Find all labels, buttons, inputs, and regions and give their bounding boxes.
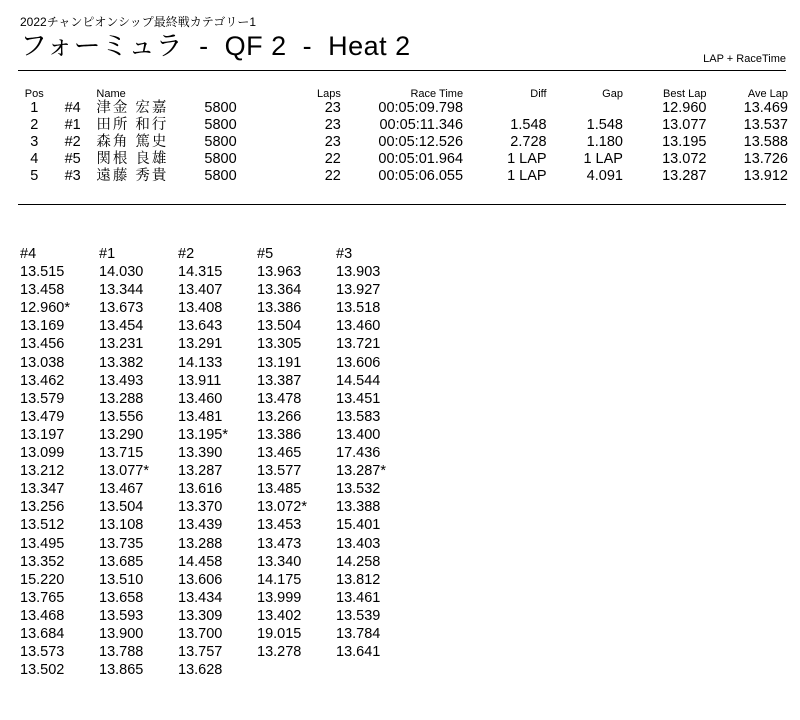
cell-laps: 23 <box>324 117 341 133</box>
lap-time: 13.352 <box>20 553 65 570</box>
lap-column <box>257 245 336 679</box>
lap-time: 13.643 <box>178 318 223 335</box>
cell-ave-lap: 13.588 <box>743 134 788 150</box>
lap-column-car-number: #2 <box>178 246 195 262</box>
cell-name <box>96 151 279 168</box>
lap-time: 13.364 <box>257 282 302 299</box>
lap-time: 13.340 <box>257 553 302 570</box>
lap-time: 13.757 <box>178 644 223 661</box>
lap-time: 13.347 <box>20 481 65 498</box>
lap-time: 13.453 <box>257 517 302 534</box>
lap-time: 13.462 <box>20 372 65 389</box>
lap-time: 13.231 <box>99 336 144 353</box>
lap-time: 14.315 <box>178 264 223 281</box>
lap-time: 13.628 <box>178 662 223 679</box>
lap-time: 13.900 <box>99 625 144 642</box>
lap-column-car-number: #5 <box>257 246 274 262</box>
lap-time: 13.673 <box>99 300 144 317</box>
lap-time: 13.556 <box>99 408 144 425</box>
lap-time: 13.461 <box>336 589 381 606</box>
lap-time: 19.015 <box>257 625 302 642</box>
lap-time: 13.387 <box>257 372 302 389</box>
lap-time: 13.191 <box>257 354 302 371</box>
lap-time: 13.400 <box>336 426 381 443</box>
lap-time: 13.721 <box>336 336 381 353</box>
lap-time: 13.467 <box>99 481 144 498</box>
results-header-row <box>18 86 788 100</box>
lap-time: 13.658 <box>99 589 144 606</box>
cell-gap: 1 LAP <box>583 151 623 167</box>
lap-time: 14.544 <box>336 372 381 389</box>
col-header-diff: Diff <box>530 88 547 100</box>
lap-time: 13.616 <box>178 481 223 498</box>
lap-time: 13.468 <box>20 607 65 624</box>
lap-time: 13.403 <box>336 535 381 552</box>
lap-time: 13.169 <box>20 318 65 335</box>
lap-time: 13.903 <box>336 264 381 281</box>
lap-time: 13.963 <box>257 264 302 281</box>
cell-pos: 1 <box>30 100 39 116</box>
col-header-gap: Gap <box>602 88 623 100</box>
cell-best-lap: 12.960 <box>662 100 707 116</box>
driver-name: 関根 良雄 <box>96 151 169 167</box>
lap-column-car-number: #1 <box>99 246 116 262</box>
lap-time: 13.451 <box>336 390 381 407</box>
lap-time: 13.287 <box>178 463 223 480</box>
lap-time: 13.266 <box>257 408 302 425</box>
lap-time: 13.481 <box>178 408 223 425</box>
lap-time: 14.458 <box>178 553 223 570</box>
cell-name <box>96 117 279 134</box>
cell-name <box>96 100 279 117</box>
results-table <box>18 86 788 185</box>
lap-time: 13.685 <box>99 553 144 570</box>
lap-time: 13.532 <box>336 481 381 498</box>
report-subtitle: LAP + RaceTime <box>703 53 786 65</box>
cell-pos: 5 <box>30 168 39 184</box>
cell-pos: 3 <box>30 134 39 150</box>
lap-time: 13.999 <box>257 589 302 606</box>
lap-time: 13.465 <box>257 445 302 462</box>
lap-time: 13.539 <box>336 607 381 624</box>
event-title: フォーミュラ - QF 2 - Heat 2 <box>20 31 411 61</box>
lap-time: 13.388 <box>336 499 381 516</box>
lap-time: 14.175 <box>257 571 302 588</box>
lap-time: 13.386 <box>257 426 302 443</box>
lap-time: 13.606 <box>178 571 223 588</box>
cell-best-lap: 13.195 <box>662 134 707 150</box>
lap-time: 13.812 <box>336 571 381 588</box>
lap-time: 13.911 <box>178 372 222 389</box>
lap-time: 13.735 <box>99 535 144 552</box>
lap-time: 13.407 <box>178 282 223 299</box>
cell-ave-lap: 13.469 <box>743 100 788 116</box>
lap-time: 13.382 <box>99 354 144 371</box>
driver-name: 田所 和行 <box>96 117 169 133</box>
cell-car-number: #4 <box>64 100 81 116</box>
lap-time: 13.515 <box>20 264 65 281</box>
driver-code: 5800 <box>204 100 237 116</box>
lap-time: 13.479 <box>20 408 65 425</box>
cell-ave-lap: 13.537 <box>743 117 788 133</box>
lap-time: 13.278 <box>257 644 302 661</box>
driver-name: 森角 篤史 <box>96 134 169 150</box>
lap-time: 14.030 <box>99 264 144 281</box>
lap-time: 14.133 <box>178 354 223 371</box>
cell-laps: 22 <box>324 168 341 184</box>
cell-gap: 1.548 <box>586 117 623 133</box>
lap-time: 13.684 <box>20 625 65 642</box>
cell-best-lap: 13.287 <box>662 168 707 184</box>
lap-time: 13.788 <box>99 644 144 661</box>
bottom-rule <box>18 204 786 205</box>
cell-laps: 23 <box>324 100 341 116</box>
lap-time: 13.287* <box>336 463 386 480</box>
lap-time: 13.502 <box>20 662 65 679</box>
lap-time: 13.390 <box>178 445 223 462</box>
lap-time: 13.579 <box>20 390 65 407</box>
lap-column <box>336 245 415 679</box>
lap-time: 13.305 <box>257 336 302 353</box>
col-header-car <box>51 86 97 100</box>
cell-diff <box>463 100 547 117</box>
lap-time: 13.454 <box>99 318 144 335</box>
top-rule <box>18 70 786 71</box>
cell-car-number: #2 <box>64 134 81 150</box>
lap-time: 13.495 <box>20 535 65 552</box>
lap-column-car-number: #3 <box>336 246 353 262</box>
lap-time: 13.077* <box>99 463 149 480</box>
driver-code: 5800 <box>204 134 237 150</box>
lap-time: 13.197 <box>20 426 65 443</box>
cell-race-time: 00:05:12.526 <box>378 134 464 150</box>
lap-times-grid <box>20 245 415 679</box>
lap-column-car-number: #4 <box>20 246 37 262</box>
cell-pos: 2 <box>30 117 39 133</box>
col-header-race-time: Race Time <box>410 88 464 100</box>
cell-diff: 1.548 <box>510 117 547 133</box>
lap-time: 13.700 <box>178 625 223 642</box>
driver-code: 5800 <box>204 151 237 167</box>
lap-column <box>178 245 257 679</box>
col-header-name: Name <box>96 88 126 100</box>
cell-laps: 22 <box>324 151 341 167</box>
cell-best-lap: 13.077 <box>662 117 707 133</box>
lap-time: 13.434 <box>178 589 223 606</box>
cell-name <box>96 134 279 151</box>
cell-name <box>96 168 279 185</box>
col-header-laps: Laps <box>316 88 341 100</box>
lap-time: 13.606 <box>336 354 381 371</box>
lap-time: 13.099 <box>20 445 65 462</box>
lap-time: 13.784 <box>336 625 381 642</box>
lap-time: 13.072* <box>257 499 307 516</box>
lap-time: 13.309 <box>178 607 223 624</box>
lap-time: 13.402 <box>257 607 302 624</box>
driver-name: 津金 宏嘉 <box>96 100 169 116</box>
lap-time: 13.288 <box>178 535 223 552</box>
lap-time: 13.504 <box>257 318 302 335</box>
lap-time: 13.593 <box>99 607 144 624</box>
cell-ave-lap: 13.912 <box>743 168 788 184</box>
table-row <box>18 134 788 151</box>
cell-car-number: #3 <box>64 168 81 184</box>
lap-time: 13.290 <box>99 426 144 443</box>
cell-gap <box>547 100 623 117</box>
cell-best-lap: 13.072 <box>662 151 707 167</box>
lap-time: 13.577 <box>257 463 302 480</box>
lap-column <box>20 245 99 679</box>
driver-code: 5800 <box>204 117 237 133</box>
lap-time: 13.478 <box>257 390 302 407</box>
lap-time: 13.765 <box>20 589 65 606</box>
cell-gap: 4.091 <box>586 168 623 184</box>
lap-time: 13.386 <box>257 300 302 317</box>
cell-ave-lap: 13.726 <box>743 151 788 167</box>
lap-time: 13.518 <box>336 300 381 317</box>
lap-time: 13.865 <box>99 662 144 679</box>
lap-time: 13.256 <box>20 499 65 516</box>
lap-time: 13.510 <box>99 571 144 588</box>
cell-gap: 1.180 <box>586 134 623 150</box>
lap-time: 17.436 <box>336 445 381 462</box>
lap-time: 13.408 <box>178 300 223 317</box>
lap-time: 12.960* <box>20 300 70 317</box>
lap-time: 13.458 <box>20 282 65 299</box>
driver-code: 5800 <box>204 168 237 184</box>
col-header-ave-lap: Ave Lap <box>747 88 788 100</box>
lap-time: 15.401 <box>336 517 381 534</box>
cell-pos: 4 <box>30 151 39 167</box>
series-title: 2022チャンピオンシップ最終戦カテゴリー1 <box>20 15 256 29</box>
lap-time: 13.460 <box>336 318 381 335</box>
cell-race-time: 00:05:09.798 <box>378 100 464 116</box>
lap-time: 13.473 <box>257 535 302 552</box>
cell-race-time: 00:05:01.964 <box>378 151 464 167</box>
cell-laps: 23 <box>324 134 341 150</box>
lap-time: 13.493 <box>99 372 144 389</box>
table-row <box>18 100 788 117</box>
lap-time: 13.485 <box>257 481 302 498</box>
cell-car-number: #5 <box>64 151 81 167</box>
cell-diff: 2.728 <box>510 134 547 150</box>
lap-time: 13.344 <box>99 282 144 299</box>
lap-time: 13.212 <box>20 463 65 480</box>
cell-diff: 1 LAP <box>507 151 547 167</box>
lap-column <box>99 245 178 679</box>
lap-time: 13.456 <box>20 336 65 353</box>
lap-time: 13.573 <box>20 644 65 661</box>
cell-car-number: #1 <box>64 117 81 133</box>
lap-time: 13.038 <box>20 354 65 371</box>
table-row <box>18 168 788 185</box>
cell-diff: 1 LAP <box>507 168 547 184</box>
lap-time: 13.288 <box>99 390 144 407</box>
cell-race-time: 00:05:06.055 <box>378 168 464 184</box>
lap-time: 13.291 <box>178 336 223 353</box>
lap-time: 13.195* <box>178 426 228 443</box>
lap-time: 14.258 <box>336 553 381 570</box>
lap-time: 13.512 <box>20 517 65 534</box>
lap-time: 13.504 <box>99 499 144 516</box>
lap-time: 13.927 <box>336 282 381 299</box>
lap-time: 13.108 <box>99 517 144 534</box>
table-row <box>18 151 788 168</box>
table-row <box>18 117 788 134</box>
col-header-best-lap: Best Lap <box>663 88 707 100</box>
col-header-pos: Pos <box>24 88 44 100</box>
lap-time: 13.439 <box>178 517 223 534</box>
lap-time: 13.583 <box>336 408 381 425</box>
lap-time: 13.460 <box>178 390 223 407</box>
lap-time: 13.715 <box>99 445 144 462</box>
lap-time: 15.220 <box>20 571 65 588</box>
lap-time: 13.370 <box>178 499 223 516</box>
driver-name: 遠藤 秀貴 <box>96 168 169 184</box>
cell-race-time: 00:05:11.346 <box>379 117 464 133</box>
lap-time: 13.641 <box>336 644 381 661</box>
